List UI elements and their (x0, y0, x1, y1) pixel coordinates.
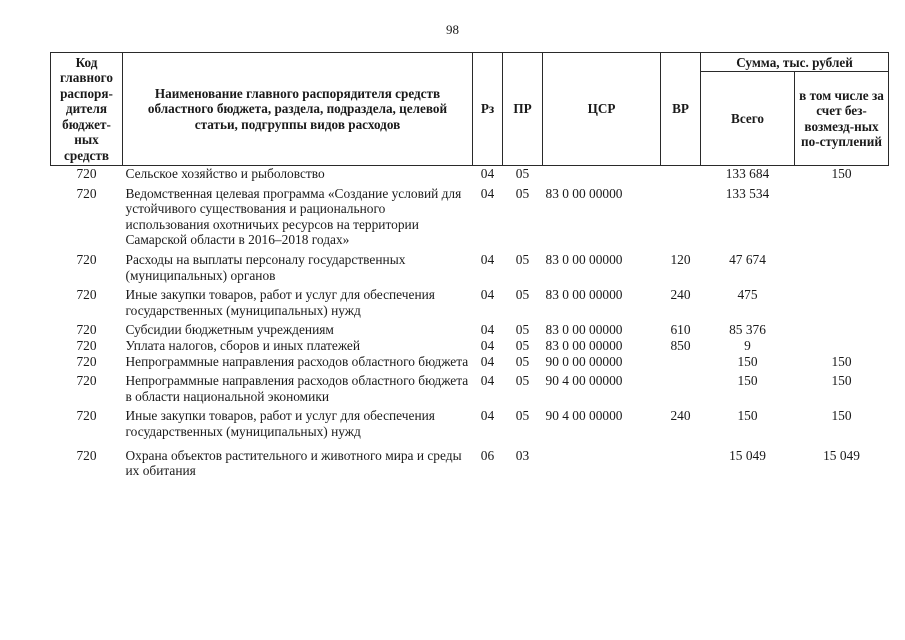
cell-csr (543, 166, 661, 182)
cell-name: Расходы на выплаты персоналу государственных (муниципальных) органов (125, 251, 406, 283)
cell-vr (661, 182, 701, 248)
cell-total: 85 376 (729, 322, 766, 338)
cell-total: 9 (744, 337, 751, 353)
cell-pr: 05 (515, 373, 530, 389)
cell-csr: 90 0 00 00000 (545, 353, 623, 369)
cell-code: 720 (76, 337, 97, 353)
header-vr: ВР (661, 53, 701, 166)
cell-total: 150 (737, 373, 758, 389)
table-body (51, 166, 889, 479)
cell-code: 720 (76, 287, 97, 303)
cell-pr: 05 (515, 408, 530, 424)
cell-code: 720 (76, 353, 97, 369)
cell-vr: 240 (670, 408, 691, 424)
cell-vr: 240 (670, 287, 691, 303)
cell-name: Иные закупки товаров, работ и услуг для обеспечения государственных (муниципальных) нужд (125, 408, 435, 439)
cell-rz: 04 (480, 353, 495, 369)
page-number: 98 (446, 22, 459, 37)
table-row (51, 440, 889, 479)
cell-pr: 05 (515, 251, 530, 267)
header-free: в том числе за счет без-возмезд-ных по-ступлений (795, 72, 889, 166)
table-row (51, 318, 889, 338)
cell-code: 720 (76, 408, 97, 424)
cell-pr: 03 (515, 447, 530, 463)
cell-code: 720 (76, 373, 97, 389)
cell-vr: 610 (670, 322, 691, 338)
cell-vr (661, 440, 701, 479)
cell-total: 47 674 (729, 251, 766, 267)
header-rz: Рз (473, 53, 503, 166)
cell-free: 15 049 (823, 447, 860, 463)
cell-rz: 06 (480, 447, 495, 463)
cell-name: Сельское хозяйство и рыболовство (125, 166, 325, 181)
cell-csr (543, 440, 661, 479)
budget-table (50, 52, 889, 479)
cell-free (795, 283, 889, 318)
header-csr: ЦСР (543, 53, 661, 166)
cell-csr: 83 0 00 00000 (545, 287, 623, 303)
cell-code: 720 (76, 166, 97, 181)
cell-name: Ведомственная целевая программа «Создание условий для устойчивого существования и рационального использования охотничьих ресурсов на территории Самарской области в 2016–2018 годах» (125, 185, 462, 248)
cell-vr: 120 (670, 251, 691, 267)
cell-total: 15 049 (729, 447, 766, 463)
cell-rz: 04 (480, 185, 495, 201)
cell-rz: 04 (480, 287, 495, 303)
cell-csr: 83 0 00 00000 (545, 251, 623, 267)
cell-code: 720 (76, 322, 97, 338)
cell-rz: 04 (480, 166, 495, 181)
table-header (51, 53, 889, 166)
cell-rz: 04 (480, 373, 495, 389)
cell-csr: 90 4 00 00000 (545, 373, 623, 389)
cell-free: 150 (831, 166, 852, 181)
cell-total: 133 684 (725, 166, 770, 181)
cell-code: 720 (76, 185, 97, 201)
cell-pr: 05 (515, 185, 530, 201)
table-row (51, 369, 889, 404)
header-pr: ПР (503, 53, 543, 166)
cell-vr (661, 166, 701, 182)
cell-name: Непрограммные направления расходов областного бюджета (125, 353, 469, 369)
cell-rz: 04 (480, 322, 495, 338)
cell-name: Непрограммные направления расходов областного бюджета в области национальной экономики (125, 373, 469, 404)
table-row (51, 283, 889, 318)
cell-code: 720 (76, 447, 97, 463)
cell-pr: 05 (515, 287, 530, 303)
cell-name: Субсидии бюджетным учреждениям (125, 322, 334, 338)
table-row (51, 354, 889, 370)
cell-rz: 04 (480, 251, 495, 267)
table-row (51, 182, 889, 248)
cell-free (795, 318, 889, 338)
cell-free: 150 (831, 408, 852, 424)
cell-total: 133 534 (725, 185, 770, 201)
header-name: Наименование главного распорядителя средств областного бюджета, раздела, подраздела, целевой статьи, подгруппы видов расходов (123, 53, 473, 166)
header-sum-group: Сумма, тыс. рублей (701, 53, 889, 72)
cell-free: 150 (831, 353, 852, 369)
cell-total: 475 (737, 287, 758, 303)
cell-free (795, 248, 889, 283)
cell-total: 150 (737, 408, 758, 424)
cell-free: 150 (831, 373, 852, 389)
table-row (51, 248, 889, 283)
cell-vr (661, 369, 701, 404)
cell-csr: 83 0 00 00000 (545, 322, 623, 338)
cell-vr: 850 (670, 337, 691, 353)
cell-rz: 04 (480, 408, 495, 424)
cell-pr: 05 (515, 166, 530, 181)
cell-pr: 05 (515, 322, 530, 338)
cell-name: Иные закупки товаров, работ и услуг для обеспечения государственных (муниципальных) нужд (125, 287, 435, 318)
cell-rz: 04 (480, 337, 495, 353)
cell-free (795, 338, 889, 354)
cell-pr: 05 (515, 353, 530, 369)
table-row (51, 166, 889, 182)
cell-code: 720 (76, 251, 97, 267)
cell-csr: 90 4 00 00000 (545, 408, 623, 424)
cell-name: Уплата налогов, сборов и иных платежей (125, 337, 361, 353)
header-total: Всего (701, 72, 795, 166)
cell-free (795, 182, 889, 248)
cell-csr: 83 0 00 00000 (545, 185, 623, 201)
cell-name: Охрана объектов растительного и животного мира и среды их обитания (125, 447, 462, 479)
table-row (51, 338, 889, 354)
cell-csr: 83 0 00 00000 (545, 337, 623, 353)
table-row (51, 404, 889, 439)
cell-vr (661, 354, 701, 370)
header-code: Код главного распоря-дителя бюджет-ных средств (51, 53, 123, 166)
cell-total: 150 (737, 353, 758, 369)
cell-pr: 05 (515, 337, 530, 353)
